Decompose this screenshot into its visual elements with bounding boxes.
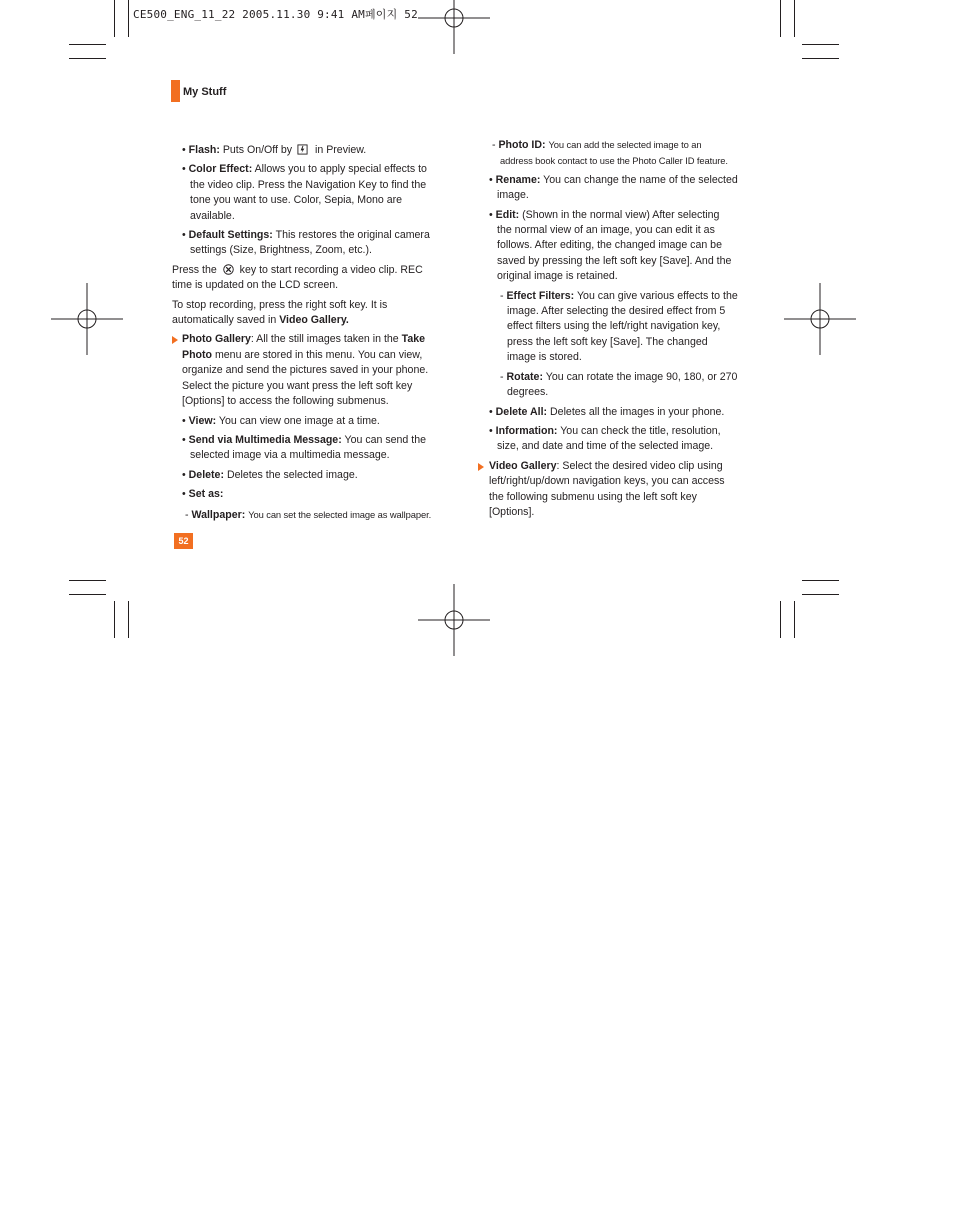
section-title: My Stuff [183,86,227,98]
text-line: automatically saved in Video Gallery. [172,314,349,327]
crop-mark [794,0,795,37]
crop-mark [802,580,839,581]
text-line: effect filters using the left/right navigation key, [507,320,721,333]
text-line: address book contact to use the Photo Caller ID feature. [500,155,728,167]
press-paragraph: Press the key to start recording a video clip. REC [172,263,423,276]
rotate-item: - Rotate: You can rotate the image 90, 180, or 270 [500,370,738,383]
registration-mark-icon [51,283,123,355]
crop-mark [128,0,129,37]
page-number: 52 [174,533,193,549]
text-line: the following submenu using the left soft key [489,490,697,503]
print-slug: CE500_ENG_11_22 2005.11.30 9:41 AM페이지 52 [133,8,418,21]
color-effect-item: • Color Effect: Allows you to apply special effects to [182,163,427,176]
crop-mark [69,58,106,59]
video-gallery-block: Video Gallery: Select the desired video clip using left/right/up/down navigation keys, you can access the following submenu using the left soft key [Options]. [478,459,768,521]
send-item: • Send via Multimedia Message: You can send the [182,433,426,446]
section-tab [171,80,180,102]
stop-paragraph: To stop recording, press the right soft key. It is [172,298,388,311]
text-line: selected image via a multimedia message. [190,449,390,462]
registration-mark-icon [418,0,490,54]
crop-mark [802,58,839,59]
default-settings-item: • Default Settings: This restores the original camera [182,229,430,242]
text-line: press the left soft key [Save]. The changed [507,335,708,348]
text-line: degrees. [507,386,549,399]
crop-mark [780,601,781,638]
rename-item: • Rename: You can change the name of the selected [489,173,738,186]
edit-item: • Edit: (Shown in the normal view) After selecting [489,208,720,221]
text-line: settings (Size, Brightness, Zoom, etc.). [190,244,372,257]
text-line: original image is retained. [497,270,618,283]
flash-key-icon [297,144,308,155]
registration-mark-icon [418,584,490,656]
arrow-icon [478,463,484,471]
right-column [478,137,768,520]
text-line: size, and date and time of the selected image. [497,440,714,453]
crop-mark [794,601,795,638]
crop-mark [114,601,115,638]
view-item: • View: You can view one image at a time. [182,414,380,427]
text-line: time is updated on the LCD screen. [172,279,339,292]
photo-id-item: - Photo ID: You can add the selected image to an [492,139,702,151]
effect-filters-item: - Effect Filters: You can give various effects to the [500,289,738,302]
text-line: the video clip. Press the Navigation Key to find the [190,178,427,191]
text-line: organize and send the pictures saved in your phone. [182,364,429,377]
crop-mark [114,0,115,37]
end-key-icon [223,264,234,275]
text-line: left/right/up/down navigation keys, you can access [489,475,725,488]
photo-gallery-block: Photo Gallery: All the still images taken in the Take Photo menu are stored in this menu. You can view, organize and send the pictures saved in your phone. Select the picture you want press the left soft key [Options] to access the following submenus. [172,332,452,409]
left-column [172,143,452,523]
wallpaper-item: - Wallpaper: You can set the selected image as wallpaper. [185,508,432,521]
flash-item: • Flash: Puts On/Off by in Preview. [182,144,367,156]
text-line: image. [497,189,529,202]
crop-mark [128,601,129,638]
registration-mark-icon [784,283,856,355]
crop-mark [69,594,106,595]
crop-mark [780,0,781,37]
text-line: [Options] to access the following submenus. [182,395,389,408]
information-item: • Information: You can check the title, resolution, [489,424,721,437]
text-line: saved by pressing the left soft key [Save]. And the [497,254,732,267]
text-line: [Options]. [489,505,535,518]
crop-mark [802,594,839,595]
text-line: tone you want to use. Color, Sepia, Mono are [190,194,403,207]
text-line: available. [190,209,235,222]
crop-mark [802,44,839,45]
text-line: follows. After editing, the changed image can be [497,239,722,252]
crop-mark [69,580,106,581]
delete-all-item: • Delete All: Deletes all the images in your phone. [489,405,725,418]
text-line: image is stored. [507,351,582,364]
delete-item: • Delete: Deletes the selected image. [182,468,358,481]
text-line: image. After selecting the desired effect from 5 [507,305,726,318]
text-line: the normal view of an image, you can edit it as [497,224,715,237]
crop-mark [69,44,106,45]
set-as-item: • Set as: [182,488,224,501]
arrow-icon [172,336,178,344]
text-line: Select the picture you want press the left soft key [182,379,413,392]
